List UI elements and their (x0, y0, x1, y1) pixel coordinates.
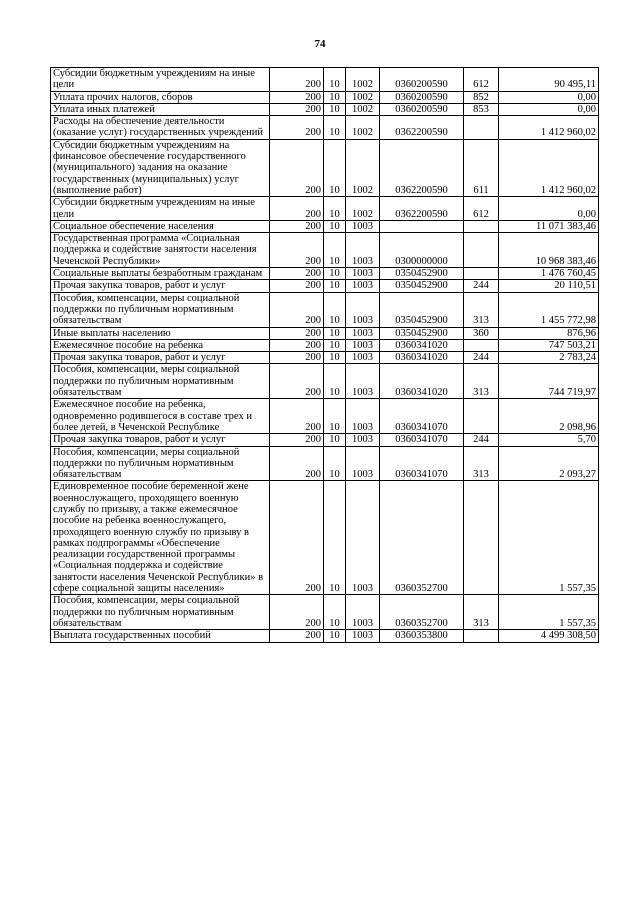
row-expense-type-cell: 360 (464, 327, 499, 339)
table-row (51, 481, 599, 595)
row-ved-cell: 200 (270, 292, 324, 327)
row-amount-cell: 0,00 (499, 197, 599, 221)
table-row (51, 103, 599, 115)
row-amount-cell: 11 071 383,46 (499, 220, 599, 232)
row-amount-cell: 1 557,35 (499, 595, 599, 630)
row-name-cell: Субсидии бюджетным учреждениям на иные цели (51, 68, 270, 92)
row-section-cell: 10 (324, 595, 346, 630)
row-ved-cell: 200 (270, 446, 324, 481)
row-target-code-cell (380, 220, 464, 232)
row-target-code-cell: 0350452900 (380, 268, 464, 280)
row-section-cell: 10 (324, 446, 346, 481)
row-name-cell: Прочая закупка товаров, работ и услуг (51, 352, 270, 364)
row-subsection-cell: 1003 (346, 327, 380, 339)
row-name-cell: Пособия, компенсации, меры социальной поддержки по публичным нормативным обязательствам (51, 292, 270, 327)
table-row (51, 630, 599, 642)
row-name-cell: Социальное обеспечение населения (51, 220, 270, 232)
row-name-cell: Пособия, компенсации, меры социальной поддержки по публичным нормативным обязательствам (51, 364, 270, 399)
row-subsection-cell: 1003 (346, 233, 380, 268)
row-target-code-cell: 0360352700 (380, 595, 464, 630)
row-section-cell: 10 (324, 116, 346, 140)
row-ved-cell: 200 (270, 339, 324, 351)
table-row (51, 68, 599, 92)
row-subsection-cell: 1002 (346, 91, 380, 103)
row-expense-type-cell: 853 (464, 103, 499, 115)
row-name-cell: Единовременное пособие беременной жене военнослужащего, проходящего военную службу по призыву, а также ежемесячное пособие на ребенка военнослужащего, проходящего военную службу по призыву в рамках подпрограммы «Обеспечение реализации государственной программы «Социальная поддержка и содействие занятости населения Чеченской Республики» в сфере социальной защиты населения» (51, 481, 270, 595)
row-section-cell: 10 (324, 268, 346, 280)
row-section-cell: 10 (324, 352, 346, 364)
row-amount-cell: 1 412 960,02 (499, 116, 599, 140)
row-target-code-cell: 0360341070 (380, 434, 464, 446)
table-row (51, 197, 599, 221)
row-section-cell: 10 (324, 292, 346, 327)
row-amount-cell: 2 098,96 (499, 399, 599, 434)
row-ved-cell: 200 (270, 116, 324, 140)
row-amount-cell: 20 110,51 (499, 280, 599, 292)
row-target-code-cell: 0300000000 (380, 233, 464, 268)
row-ved-cell: 200 (270, 327, 324, 339)
row-subsection-cell: 1003 (346, 280, 380, 292)
row-amount-cell: 4 499 308,50 (499, 630, 599, 642)
row-name-cell: Ежемесячное пособие на ребенка (51, 339, 270, 351)
row-subsection-cell: 1003 (346, 364, 380, 399)
row-subsection-cell: 1003 (346, 630, 380, 642)
row-section-cell: 10 (324, 630, 346, 642)
row-ved-cell: 200 (270, 68, 324, 92)
row-section-cell: 10 (324, 364, 346, 399)
row-amount-cell: 876,96 (499, 327, 599, 339)
row-expense-type-cell: 313 (464, 595, 499, 630)
row-name-cell: Выплата государственных пособий (51, 630, 270, 642)
row-ved-cell: 200 (270, 352, 324, 364)
row-subsection-cell: 1002 (346, 68, 380, 92)
row-target-code-cell: 0360200590 (380, 103, 464, 115)
row-target-code-cell: 0360341070 (380, 399, 464, 434)
row-name-cell: Прочая закупка товаров, работ и услуг (51, 434, 270, 446)
row-target-code-cell: 0350452900 (380, 280, 464, 292)
row-subsection-cell: 1002 (346, 116, 380, 140)
row-ved-cell: 200 (270, 364, 324, 399)
row-expense-type-cell (464, 481, 499, 595)
row-amount-cell: 5,70 (499, 434, 599, 446)
row-expense-type-cell (464, 233, 499, 268)
row-section-cell: 10 (324, 280, 346, 292)
table-row (51, 327, 599, 339)
row-ved-cell: 200 (270, 595, 324, 630)
row-expense-type-cell (464, 268, 499, 280)
row-section-cell: 10 (324, 139, 346, 196)
row-target-code-cell: 0360341070 (380, 446, 464, 481)
table-row (51, 446, 599, 481)
row-expense-type-cell (464, 116, 499, 140)
row-amount-cell: 1 557,35 (499, 481, 599, 595)
table-row (51, 352, 599, 364)
row-target-code-cell: 0350452900 (380, 292, 464, 327)
row-amount-cell: 747 503,21 (499, 339, 599, 351)
row-name-cell: Расходы на обеспечение деятельности (оказание услуг) государственных учреждений (51, 116, 270, 140)
row-ved-cell: 200 (270, 280, 324, 292)
row-subsection-cell: 1003 (346, 292, 380, 327)
table-row (51, 280, 599, 292)
row-name-cell: Уплата иных платежей (51, 103, 270, 115)
row-ved-cell: 200 (270, 268, 324, 280)
row-section-cell: 10 (324, 103, 346, 115)
row-amount-cell: 90 495,11 (499, 68, 599, 92)
budget-table-body (51, 68, 599, 643)
row-section-cell: 10 (324, 233, 346, 268)
row-subsection-cell: 1003 (346, 434, 380, 446)
row-expense-type-cell: 313 (464, 446, 499, 481)
row-section-cell: 10 (324, 197, 346, 221)
table-row (51, 339, 599, 351)
row-ved-cell: 200 (270, 139, 324, 196)
table-row (51, 116, 599, 140)
row-section-cell: 10 (324, 481, 346, 595)
row-subsection-cell: 1003 (346, 268, 380, 280)
row-expense-type-cell (464, 399, 499, 434)
row-target-code-cell: 0360341020 (380, 352, 464, 364)
row-target-code-cell: 0362200590 (380, 197, 464, 221)
row-expense-type-cell: 612 (464, 68, 499, 92)
row-ved-cell: 200 (270, 197, 324, 221)
row-expense-type-cell (464, 630, 499, 642)
row-expense-type-cell: 244 (464, 352, 499, 364)
row-expense-type-cell: 612 (464, 197, 499, 221)
row-amount-cell: 1 412 960,02 (499, 139, 599, 196)
row-expense-type-cell: 611 (464, 139, 499, 196)
table-row (51, 434, 599, 446)
table-row (51, 364, 599, 399)
row-name-cell: Субсидии бюджетным учреждениям на финансовое обеспечение государственного (муниципального) задания на оказание государственных (муниципальных) услуг (выполнение работ) (51, 139, 270, 196)
row-expense-type-cell: 313 (464, 364, 499, 399)
row-subsection-cell: 1003 (346, 220, 380, 232)
row-target-code-cell: 0360200590 (380, 91, 464, 103)
row-amount-cell: 1 455 772,98 (499, 292, 599, 327)
row-ved-cell: 200 (270, 220, 324, 232)
row-name-cell: Прочая закупка товаров, работ и услуг (51, 280, 270, 292)
row-amount-cell: 10 968 383,46 (499, 233, 599, 268)
row-section-cell: 10 (324, 434, 346, 446)
table-row (51, 268, 599, 280)
row-section-cell: 10 (324, 220, 346, 232)
row-amount-cell: 0,00 (499, 103, 599, 115)
table-row (51, 91, 599, 103)
row-amount-cell: 1 476 760,45 (499, 268, 599, 280)
row-target-code-cell: 0360352700 (380, 481, 464, 595)
table-row (51, 292, 599, 327)
row-target-code-cell: 0360353800 (380, 630, 464, 642)
row-section-cell: 10 (324, 68, 346, 92)
row-target-code-cell: 0362200590 (380, 139, 464, 196)
row-expense-type-cell: 852 (464, 91, 499, 103)
row-expense-type-cell (464, 339, 499, 351)
row-ved-cell: 200 (270, 103, 324, 115)
budget-table (50, 67, 599, 643)
row-ved-cell: 200 (270, 91, 324, 103)
row-ved-cell: 200 (270, 481, 324, 595)
row-name-cell: Социальные выплаты безработным гражданам (51, 268, 270, 280)
row-amount-cell: 744 719,97 (499, 364, 599, 399)
row-ved-cell: 200 (270, 434, 324, 446)
row-subsection-cell: 1003 (346, 339, 380, 351)
row-target-code-cell: 0362200590 (380, 116, 464, 140)
row-amount-cell: 2 093,27 (499, 446, 599, 481)
row-subsection-cell: 1003 (346, 399, 380, 434)
row-subsection-cell: 1003 (346, 595, 380, 630)
row-name-cell: Ежемесячное пособие на ребенка, одновременно родившегося в составе трех и более детей, в Чеченской Республике (51, 399, 270, 434)
row-subsection-cell: 1003 (346, 481, 380, 595)
page-number: 74 (314, 38, 326, 50)
row-target-code-cell: 0350452900 (380, 327, 464, 339)
row-amount-cell: 2 783,24 (499, 352, 599, 364)
row-section-cell: 10 (324, 327, 346, 339)
row-section-cell: 10 (324, 91, 346, 103)
table-row (51, 139, 599, 196)
row-expense-type-cell (464, 220, 499, 232)
row-section-cell: 10 (324, 399, 346, 434)
table-row (51, 233, 599, 268)
row-name-cell: Пособия, компенсации, меры социальной поддержки по публичным нормативным обязательствам (51, 595, 270, 630)
row-subsection-cell: 1002 (346, 103, 380, 115)
row-section-cell: 10 (324, 339, 346, 351)
row-name-cell: Пособия, компенсации, меры социальной поддержки по публичным нормативным обязательствам (51, 446, 270, 481)
row-ved-cell: 200 (270, 399, 324, 434)
row-expense-type-cell: 244 (464, 434, 499, 446)
row-expense-type-cell: 313 (464, 292, 499, 327)
row-subsection-cell: 1003 (346, 352, 380, 364)
row-name-cell: Субсидии бюджетным учреждениям на иные цели (51, 197, 270, 221)
row-ved-cell: 200 (270, 233, 324, 268)
row-amount-cell: 0,00 (499, 91, 599, 103)
row-name-cell: Уплата прочих налогов, сборов (51, 91, 270, 103)
row-target-code-cell: 0360200590 (380, 68, 464, 92)
row-subsection-cell: 1003 (346, 446, 380, 481)
table-row (51, 220, 599, 232)
row-subsection-cell: 1002 (346, 139, 380, 196)
row-ved-cell: 200 (270, 630, 324, 642)
row-expense-type-cell: 244 (464, 280, 499, 292)
row-name-cell: Государственная программа «Социальная поддержка и содействие занятости населения Чеченской Республики» (51, 233, 270, 268)
row-target-code-cell: 0360341020 (380, 339, 464, 351)
table-row (51, 399, 599, 434)
row-subsection-cell: 1002 (346, 197, 380, 221)
row-name-cell: Иные выплаты населению (51, 327, 270, 339)
table-row (51, 595, 599, 630)
row-target-code-cell: 0360341020 (380, 364, 464, 399)
